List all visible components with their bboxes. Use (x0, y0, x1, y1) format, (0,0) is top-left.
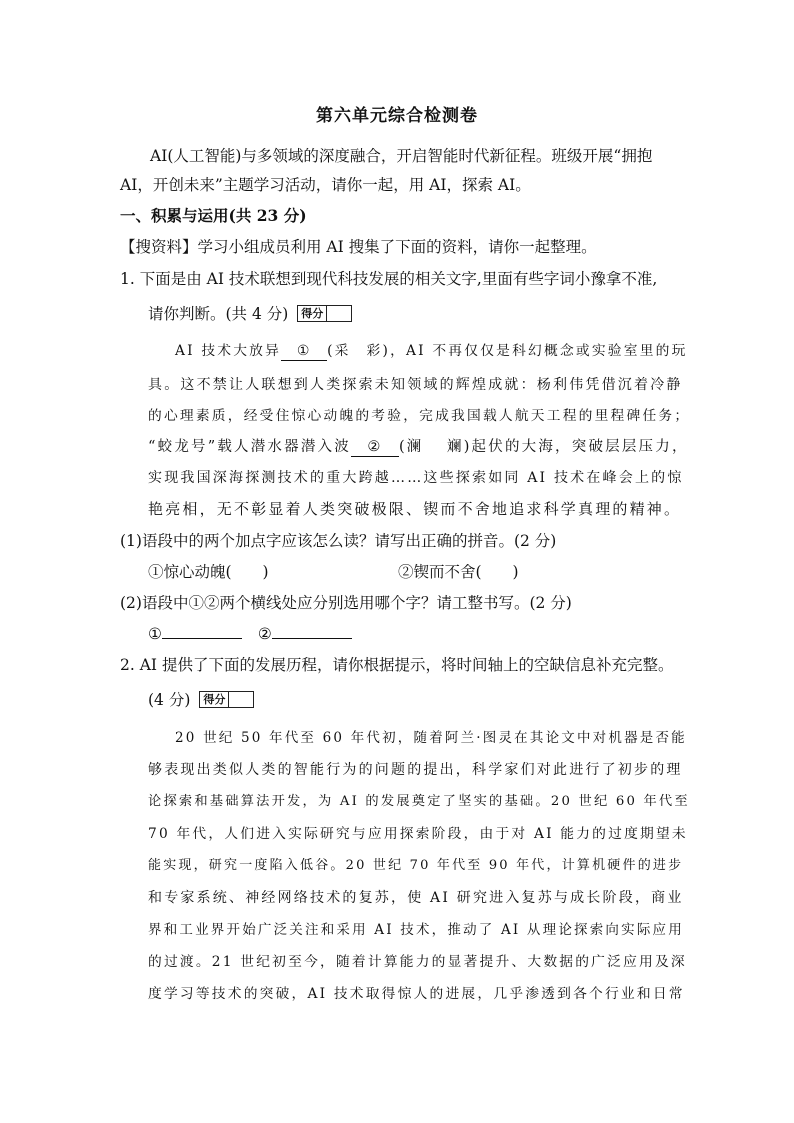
q1-passage-text-b: (采 彩)，AI 不再仅仅是科幻概念或实验室里的玩 (327, 343, 688, 359)
q2-score-box[interactable] (199, 691, 254, 708)
q1-sub2-blank-b[interactable] (272, 622, 352, 639)
q1-stem-line-2 (148, 303, 352, 325)
q2-passage-line-8: 的过渡。21 世纪初至今，随着计算能力的显著提升、大数据的广泛应用及深 (148, 954, 687, 970)
q2-passage-line-4: 70 年代，人们进入实际研究与应用探索阶段，由于对 AI 能力的过度期望未 (148, 826, 688, 842)
q1-sub2-blank-a[interactable] (162, 622, 242, 639)
q2-passage-line-2: 够表现出类似人类的智能行为的问题的提出，科学家们对此进行了初步的理 (148, 762, 683, 778)
q1-stem-text: 请你判断。(共 4 分) (148, 305, 289, 323)
q2-passage-line-3: 论探索和基础算法开发，为 AI 的发展奠定了坚实的基础。20 世纪 60 年代至 (148, 794, 690, 809)
q1-passage-line-6: 艳亮相，无不彰显着人类突破极限、锲而不舍地追求科学真理的精神。 (148, 500, 682, 518)
q1-score-box[interactable] (297, 305, 352, 322)
q2-passage-line-1: 20 世纪 50 年代至 60 年代初，随着阿兰·图灵在其论文中对机器是否能 (175, 730, 687, 746)
q2-passage-line-7: 界和工业界开始广泛关注和采用 AI 技术，推动了 AI 从理论探索向实际应用 (148, 922, 684, 938)
q1-passage-text-a: AI 技术大放异 (175, 343, 282, 359)
q1-sub1-a[interactable]: ①惊心动魄( ) (148, 563, 269, 581)
q2-stem-text: (4 分) (148, 691, 191, 709)
search-heading: 【搜资料】学习小组成员利用 AI 搜集了下面的资料，请你一起整理。 (120, 238, 597, 256)
intro-line-1: AI(人工智能)与多领域的深度融合，开启智能时代新征程。班级开展“拥抱 (150, 147, 653, 165)
q1-passage-line-4 (148, 436, 689, 458)
q1-passage-line-1 (175, 340, 688, 362)
q1-sub2: (2)语段中①②两个横线处应分别选用哪个字？请工整书写。(2 分) (120, 594, 572, 612)
q1-sub1: (1)语段中的两个加点字应该怎么读？请写出正确的拼音。(2 分) (120, 532, 557, 550)
intro-line-2: AI，开创未来”主题学习活动，请你一起，用 AI，探索 AI。 (120, 176, 531, 194)
q2-passage-line-5: 能实现，研究一度陷入低谷。20 世纪 70 年代至 90 年代，计算机硬件的进步 (148, 858, 684, 873)
q1-passage-line-5: 实现我国深海探测技术的重大跨越……这些探索如同 AI 技术在峰会上的惊 (148, 470, 684, 486)
q1-sub1-b[interactable]: ②锲而不舍( ) (398, 563, 519, 581)
section-heading: 一、积累与运用(共 23 分) (120, 206, 307, 225)
score-label: 得分 (200, 692, 229, 707)
q1-passage-text-d: (澜 斓)起伏的大海，突破层层压力， (398, 439, 689, 455)
q2-stem-line-2 (148, 689, 254, 711)
score-label: 得分 (298, 306, 327, 321)
q2-stem-line-1: 2. AI 提供了下面的发展历程，请你根据提示，将时间轴上的空缺信息补充完整。 (120, 656, 674, 674)
q2-passage-line-6: 和专家系统、神经网络技术的复苏，使 AI 研究进入复苏与成长阶段，商业 (148, 890, 684, 906)
q1-passage-line-2: 具。这不禁让人联想到人类探索未知领域的辉煌成就：杨利伟凭借沉着冷静 (148, 377, 683, 393)
q1-sub2-label-b: ② (257, 625, 272, 643)
q1-blank-2[interactable]: ② (351, 438, 399, 457)
q1-sub2-label-a: ① (148, 625, 162, 643)
page-title: 第六单元综合检测卷 (316, 106, 478, 126)
q1-stem-line-1: 1. 下面是由 AI 技术联想到现代科技发展的相关文字,里面有些字词小豫拿不准, (120, 270, 658, 288)
q1-passage-line-3: 的心理素质，经受住惊心动魄的考验，完成我国载人航天工程的里程碑任务； (148, 408, 691, 424)
q2-passage-line-9: 度学习等技术的突破，AI 技术取得惊人的进展，几乎渗透到各个行业和日常 (148, 986, 685, 1002)
q1-sub2-answers (148, 622, 352, 645)
q1-passage-text-c: “蛟龙号”载人潜水器潜入波 (148, 439, 351, 455)
q1-blank-1[interactable]: ① (281, 342, 327, 361)
